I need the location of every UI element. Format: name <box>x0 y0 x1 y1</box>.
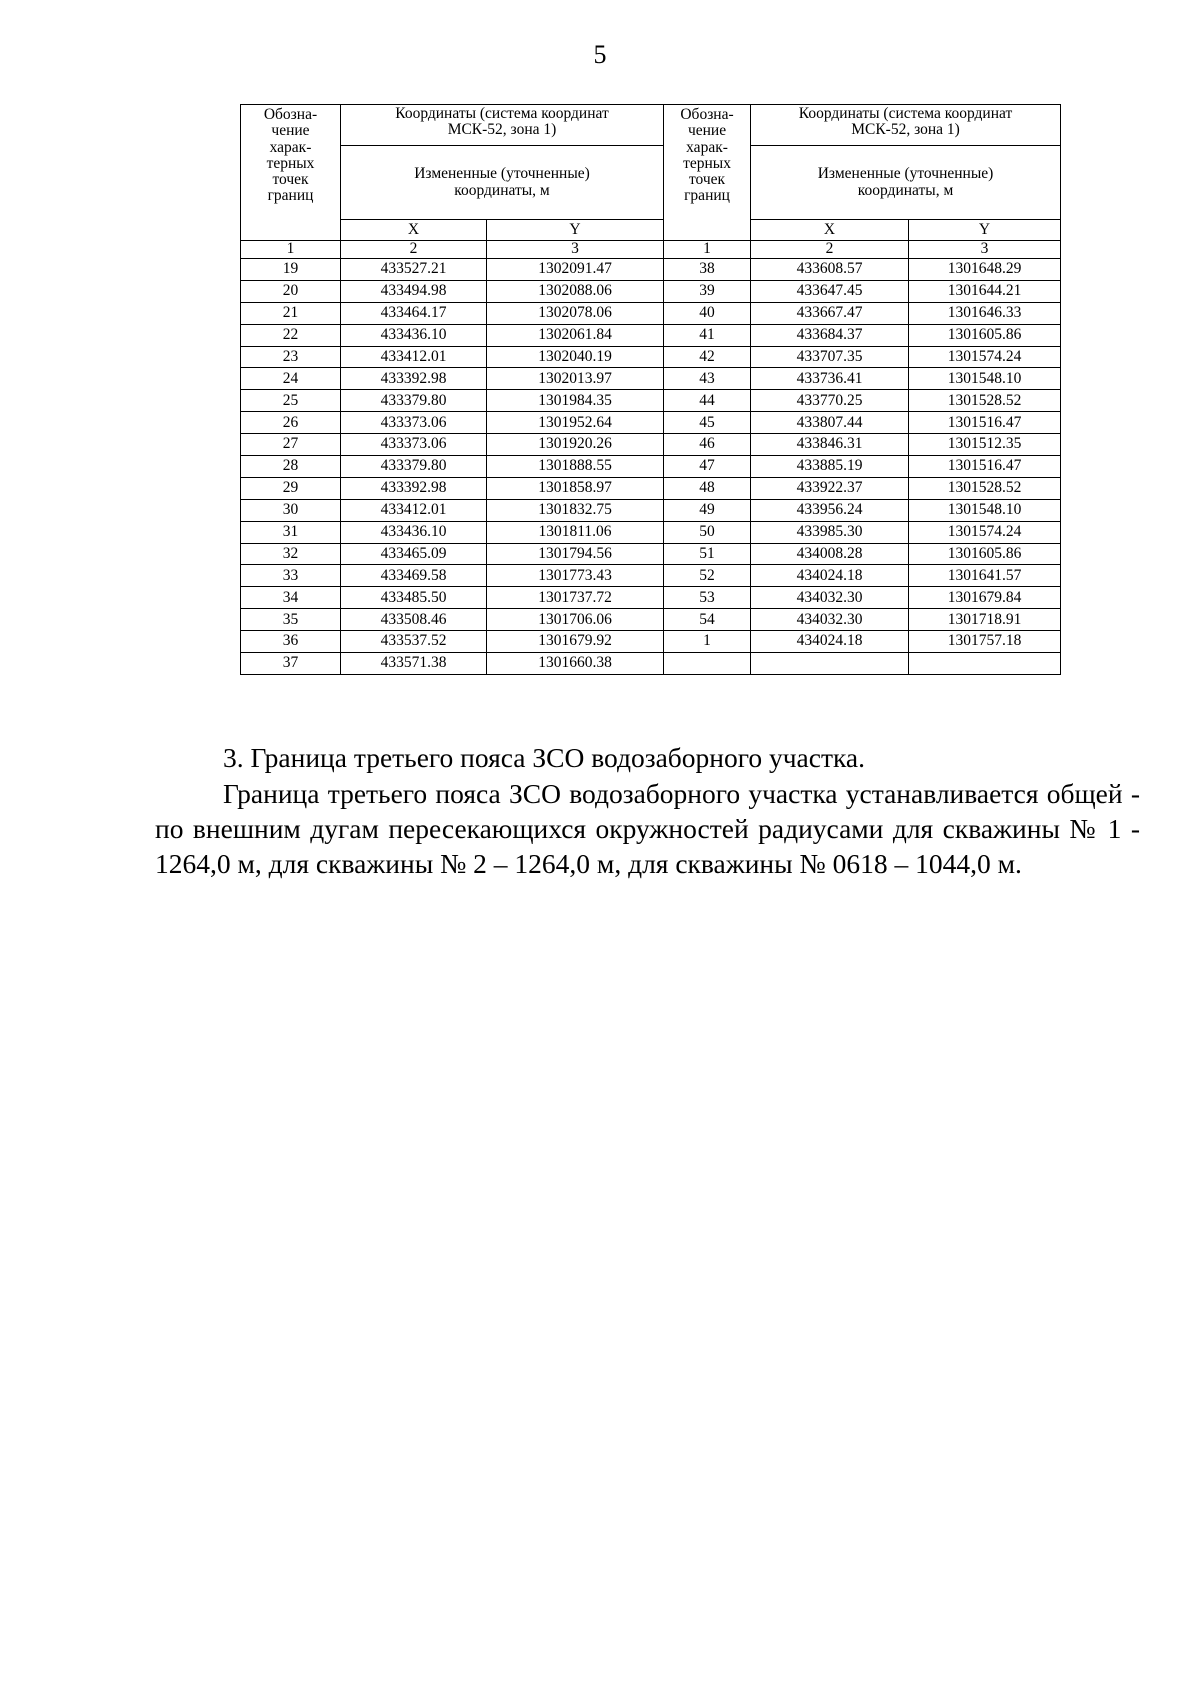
point-number-cell: 22 <box>241 324 341 346</box>
coord-x-cell: 433436.10 <box>341 324 487 346</box>
page-number: 5 <box>593 40 607 69</box>
column-number: 3 <box>487 241 664 259</box>
sub-header-right <box>751 146 1061 220</box>
coord-x-cell: 434032.30 <box>751 609 909 631</box>
coord-x-cell: 434008.28 <box>751 543 909 565</box>
x-header-left: X <box>341 220 487 241</box>
coord-y-cell: 1301574.24 <box>909 346 1061 368</box>
coord-y-cell: 1301952.64 <box>487 412 664 434</box>
point-number-cell: 39 <box>664 280 751 302</box>
coord-x-cell: 434024.18 <box>751 565 909 587</box>
coord-x-cell: 433647.45 <box>751 280 909 302</box>
table-row <box>241 587 1061 609</box>
table-row <box>241 609 1061 631</box>
coord-x-cell: 433707.35 <box>751 346 909 368</box>
point-number-cell: 47 <box>664 456 751 478</box>
coord-y-cell: 1301706.06 <box>487 609 664 631</box>
coord-x-cell: 433667.47 <box>751 302 909 324</box>
point-number-cell: 38 <box>664 259 751 281</box>
sub-header-right-text: Измененные (уточненные) координаты, м <box>817 165 994 199</box>
coord-x-cell: 433392.98 <box>341 368 487 390</box>
coord-x-cell: 433885.19 <box>751 456 909 478</box>
coord-y-cell: 1301660.38 <box>487 653 664 675</box>
column-number: 2 <box>341 241 487 259</box>
coord-x-cell: 434024.18 <box>751 631 909 653</box>
coord-x-cell: 433770.25 <box>751 390 909 412</box>
point-number-cell: 40 <box>664 302 751 324</box>
point-number-cell: 31 <box>241 521 341 543</box>
point-number-cell: 45 <box>664 412 751 434</box>
point-number-cell: 50 <box>664 521 751 543</box>
table-row <box>241 565 1061 587</box>
x-header-right: X <box>751 220 909 241</box>
point-number-cell: 51 <box>664 543 751 565</box>
point-number-cell: 27 <box>241 434 341 456</box>
coord-x-cell: 433494.98 <box>341 280 487 302</box>
coord-y-cell: 1301574.24 <box>909 521 1061 543</box>
column-number-row <box>241 241 1061 259</box>
coord-x-cell: 433412.01 <box>341 346 487 368</box>
point-number-cell: 37 <box>241 653 341 675</box>
point-number-cell: 24 <box>241 368 341 390</box>
column-number: 1 <box>241 241 341 259</box>
coord-y-cell <box>909 653 1061 675</box>
point-number-cell: 23 <box>241 346 341 368</box>
table-row <box>241 543 1061 565</box>
coord-y-cell: 1301832.75 <box>487 499 664 521</box>
label-header-left-text: Обозна- чение харак- терных точек границ <box>263 106 318 205</box>
table-row <box>241 324 1061 346</box>
table-row <box>241 653 1061 675</box>
coord-x-cell: 433379.80 <box>341 456 487 478</box>
point-number-cell: 21 <box>241 302 341 324</box>
coord-x-cell: 433571.38 <box>341 653 487 675</box>
coord-x-cell: 433485.50 <box>341 587 487 609</box>
coord-y-cell: 1302078.06 <box>487 302 664 324</box>
coord-header-left <box>341 105 664 146</box>
label-header-left <box>241 105 341 241</box>
point-number-cell: 28 <box>241 456 341 478</box>
coord-x-cell: 433508.46 <box>341 609 487 631</box>
coord-y-cell: 1302061.84 <box>487 324 664 346</box>
coord-y-cell: 1301920.26 <box>487 434 664 456</box>
coord-x-cell: 433465.09 <box>341 543 487 565</box>
coord-x-cell: 433537.52 <box>341 631 487 653</box>
table-row <box>241 521 1061 543</box>
coord-y-cell: 1301773.43 <box>487 565 664 587</box>
coord-y-cell: 1301548.10 <box>909 368 1061 390</box>
table-row <box>241 390 1061 412</box>
column-number: 1 <box>664 241 751 259</box>
column-number: 2 <box>751 241 909 259</box>
coord-y-cell: 1302088.06 <box>487 280 664 302</box>
table-row <box>241 368 1061 390</box>
section-heading: 3. Граница третьего пояса ЗСО водозаборного участка. <box>223 742 865 773</box>
point-number-cell: 54 <box>664 609 751 631</box>
coord-y-cell: 1301888.55 <box>487 456 664 478</box>
table-row <box>241 499 1061 521</box>
coord-y-cell: 1301516.47 <box>909 456 1061 478</box>
sub-header-left <box>341 146 664 220</box>
table-row <box>241 280 1061 302</box>
coord-x-cell: 433464.17 <box>341 302 487 324</box>
table-row <box>241 434 1061 456</box>
coord-y-cell: 1301858.97 <box>487 477 664 499</box>
point-number-cell: 26 <box>241 412 341 434</box>
coord-y-cell: 1301984.35 <box>487 390 664 412</box>
coord-x-cell: 433412.01 <box>341 499 487 521</box>
point-number-cell: 41 <box>664 324 751 346</box>
coord-y-cell: 1301516.47 <box>909 412 1061 434</box>
table-row <box>241 302 1061 324</box>
coord-x-cell: 433846.31 <box>751 434 909 456</box>
point-number-cell: 49 <box>664 499 751 521</box>
coord-x-cell: 433684.37 <box>751 324 909 346</box>
coord-x-cell: 433527.21 <box>341 259 487 281</box>
y-header-left: Y <box>487 220 664 241</box>
coord-y-cell: 1301528.52 <box>909 477 1061 499</box>
coord-y-cell: 1301644.21 <box>909 280 1061 302</box>
point-number-cell: 19 <box>241 259 341 281</box>
coord-y-cell: 1301811.06 <box>487 521 664 543</box>
table-row <box>241 631 1061 653</box>
coord-y-cell: 1301718.91 <box>909 609 1061 631</box>
table-row <box>241 456 1061 478</box>
table-row <box>241 259 1061 281</box>
point-number-cell: 36 <box>241 631 341 653</box>
coordinates-table <box>240 104 1061 675</box>
coord-x-cell: 433469.58 <box>341 565 487 587</box>
coord-x-cell: 433608.57 <box>751 259 909 281</box>
table-row <box>241 477 1061 499</box>
coord-header-right <box>751 105 1061 146</box>
column-number: 3 <box>909 241 1061 259</box>
coord-y-cell: 1301679.92 <box>487 631 664 653</box>
sub-header-left-text: Измененные (уточненные) координаты, м <box>414 165 590 199</box>
coord-y-cell: 1301794.56 <box>487 543 664 565</box>
point-number-cell: 53 <box>664 587 751 609</box>
coord-y-cell: 1301757.18 <box>909 631 1061 653</box>
point-number-cell: 29 <box>241 477 341 499</box>
coord-y-cell: 1302091.47 <box>487 259 664 281</box>
coord-y-cell: 1301605.86 <box>909 324 1061 346</box>
point-number-cell: 34 <box>241 587 341 609</box>
coord-x-cell <box>751 653 909 675</box>
coord-x-cell: 434032.30 <box>751 587 909 609</box>
table-row <box>241 346 1061 368</box>
coord-y-cell: 1301737.72 <box>487 587 664 609</box>
coord-x-cell: 433922.37 <box>751 477 909 499</box>
point-number-cell: 30 <box>241 499 341 521</box>
point-number-cell: 43 <box>664 368 751 390</box>
point-number-cell: 32 <box>241 543 341 565</box>
point-number-cell: 46 <box>664 434 751 456</box>
table-row <box>241 412 1061 434</box>
coord-header-right-text: Координаты (система координат МСК-52, зона 1) <box>798 105 1013 139</box>
coord-x-cell: 433436.10 <box>341 521 487 543</box>
section-body: Граница третьего пояса ЗСО водозаборного участка устанавливается общей - по внешним дугам пересекающихся окружностей радиусами для скважины № 1 - 1264,0 м, для скважины № 2 – 1264,0 м, для скважины № 0618 – 1044,0 м. <box>155 778 1140 879</box>
coord-x-cell: 433392.98 <box>341 477 487 499</box>
point-number-cell: 33 <box>241 565 341 587</box>
coord-x-cell: 433379.80 <box>341 390 487 412</box>
coord-x-cell: 433985.30 <box>751 521 909 543</box>
coord-x-cell: 433373.06 <box>341 434 487 456</box>
coord-y-cell: 1302040.19 <box>487 346 664 368</box>
coord-y-cell: 1301548.10 <box>909 499 1061 521</box>
point-number-cell: 35 <box>241 609 341 631</box>
point-number-cell: 48 <box>664 477 751 499</box>
coord-y-cell: 1301679.84 <box>909 587 1061 609</box>
coord-x-cell: 433736.41 <box>751 368 909 390</box>
coord-y-cell: 1301646.33 <box>909 302 1061 324</box>
point-number-cell: 20 <box>241 280 341 302</box>
coord-y-cell: 1301528.52 <box>909 390 1061 412</box>
label-header-right <box>664 105 751 241</box>
coord-y-cell: 1302013.97 <box>487 368 664 390</box>
point-number-cell: 44 <box>664 390 751 412</box>
y-header-right: Y <box>909 220 1061 241</box>
coord-header-left-text: Координаты (система координат МСК-52, зона 1) <box>395 105 609 139</box>
point-number-cell <box>664 653 751 675</box>
coord-y-cell: 1301512.35 <box>909 434 1061 456</box>
coord-y-cell: 1301648.29 <box>909 259 1061 281</box>
coord-y-cell: 1301605.86 <box>909 543 1061 565</box>
coord-y-cell: 1301641.57 <box>909 565 1061 587</box>
label-header-right-text: Обозна- чение харак- терных точек границ <box>680 106 734 205</box>
point-number-cell: 52 <box>664 565 751 587</box>
point-number-cell: 42 <box>664 346 751 368</box>
coord-x-cell: 433807.44 <box>751 412 909 434</box>
point-number-cell: 25 <box>241 390 341 412</box>
point-number-cell: 1 <box>664 631 751 653</box>
coord-x-cell: 433956.24 <box>751 499 909 521</box>
coord-x-cell: 433373.06 <box>341 412 487 434</box>
